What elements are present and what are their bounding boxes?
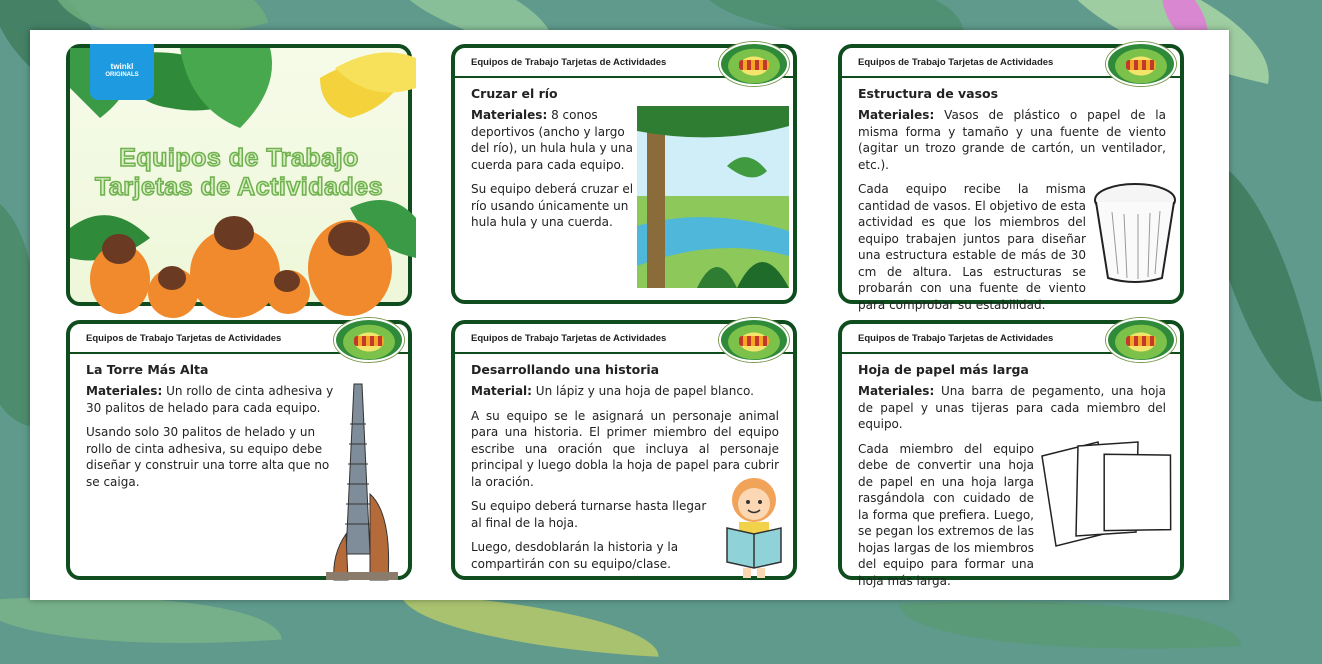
brand-subtitle: ORIGINALS xyxy=(105,72,139,78)
card-header xyxy=(70,324,408,354)
activity-card-story xyxy=(451,320,797,580)
materials-paragraph xyxy=(471,107,635,173)
river-jungle-image xyxy=(637,106,789,288)
materials-paragraph xyxy=(471,383,779,400)
materials-text: Una barra de pegamento, una hoja de papel y unas tijeras para cada miembro del equipo. xyxy=(858,384,1166,431)
card-header xyxy=(455,48,793,78)
materials-label: Materiales: xyxy=(858,108,935,122)
card-title: Cruzar el río xyxy=(471,86,558,101)
instruction-paragraph: Cada miembro del equipo debe de convertir una hoja de papel en una hoja larga rasgándola con cuidado de la forma que prefiera. Luego, se pegan los extremos de las hojas largas de los miembros del equipo para formar una hoja más larga. xyxy=(858,441,1034,588)
materials-text: Un rollo de cinta adhesiva y 30 palitos de helado para cada equipo. xyxy=(86,384,334,415)
paper-sheets-image xyxy=(1038,436,1178,548)
brand-name: twinkl xyxy=(110,62,134,71)
materials-label: Materiales: xyxy=(858,384,935,398)
instruction-paragraph: Cada equipo recibe la misma cantidad de vasos. El objetivo de esta actividad es que los miembros del equipo trabajen juntos para diseñar una estructura estable de más de 30 cm de altura. Las estructuras se probarán con una fuente de viento para comprobar su estabilidad. xyxy=(858,182,1086,312)
card-title: La Torre Más Alta xyxy=(86,362,209,377)
instruction-paragraph: Su equipo deberá cruzar el río usando únicamente un hula hula y una cuerda. xyxy=(471,182,634,229)
card-header-text: Equipos de Trabajo Tarjetas de Actividades xyxy=(471,333,667,344)
materials-label: Materiales: xyxy=(86,384,163,398)
instruction-paragraph-3: Luego, desdoblarán la historia y la compartirán con su equipo/clase. xyxy=(471,540,679,571)
cover-title xyxy=(70,144,408,202)
activity-card-sheet xyxy=(30,30,1229,600)
jungle-badge-icon xyxy=(1106,318,1176,362)
twinkl-originals-logo xyxy=(90,44,154,100)
title-card xyxy=(66,44,412,306)
card-header xyxy=(842,324,1180,354)
materials-label: Material: xyxy=(471,384,532,398)
materials-paragraph xyxy=(858,107,1166,173)
jungle-badge-icon xyxy=(1106,42,1176,86)
card-title: Desarrollando una historia xyxy=(471,362,660,377)
jungle-badge-icon xyxy=(719,318,789,362)
activity-card-river xyxy=(451,44,797,304)
girl-reading-image xyxy=(721,474,787,578)
materials-paragraph xyxy=(86,383,338,416)
materials-label: Materiales: xyxy=(471,108,548,122)
card-header-text: Equipos de Trabajo Tarjetas de Actividades xyxy=(858,57,1054,68)
card-header-text: Equipos de Trabajo Tarjetas de Actividades xyxy=(858,333,1054,344)
tower-image xyxy=(326,384,398,580)
instruction-paragraph-2: Su equipo deberá turnarse hasta llegar al final de la hoja. xyxy=(471,499,707,530)
materials-paragraph xyxy=(858,383,1166,433)
card-header xyxy=(842,48,1180,78)
card-header-text: Equipos de Trabajo Tarjetas de Actividades xyxy=(86,333,282,344)
plastic-cup-image xyxy=(1092,182,1178,286)
activity-card-tower xyxy=(66,320,412,580)
card-header xyxy=(455,324,793,354)
instruction-paragraph: Usando solo 30 palitos de helado y un rollo de cinta adhesiva, su equipo debe diseñar y construir una torre alta que no se caiga. xyxy=(86,425,330,489)
jungle-badge-icon xyxy=(719,42,789,86)
materials-text: 8 conos deportivos (ancho y largo del río), un hula hula y una cuerda para cada equipo. xyxy=(471,108,633,172)
cover-title-line2: Tarjetas de Actividades xyxy=(94,173,383,201)
cover-title-line1: Equipos de Trabajo xyxy=(119,144,359,172)
card-title: Estructura de vasos xyxy=(858,86,999,101)
materials-text: Un lápiz y una hoja de papel blanco. xyxy=(535,384,754,398)
instruction-paragraph: A su equipo se le asignará un personaje animal para una historia. El primer miembro del equipo escribe una oración que incluya al personaje principal y luego dobla la hoja de papel para cubrir la oración. xyxy=(471,408,779,489)
card-header-text: Equipos de Trabajo Tarjetas de Actividades xyxy=(471,57,667,68)
materials-text: Vasos de plástico o papel de la misma forma y tamaño y una fuente de viento (agitar un trozo grande de cartón, un ventilador, etc.). xyxy=(858,108,1166,172)
activity-card-cups xyxy=(838,44,1184,312)
activity-card-paper xyxy=(838,320,1184,588)
card-title: Hoja de papel más larga xyxy=(858,362,1029,377)
jungle-badge-icon xyxy=(334,318,404,362)
